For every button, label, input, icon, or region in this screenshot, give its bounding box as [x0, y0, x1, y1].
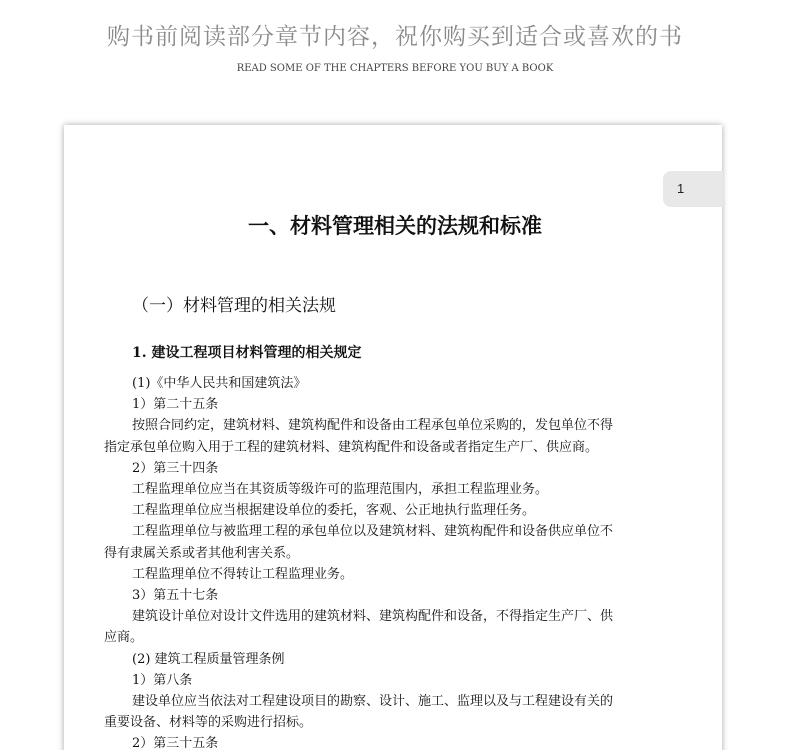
body-line: 1）第八条 [132, 672, 193, 688]
body-line: 1）第二十五条 [132, 397, 219, 413]
body-line: 得有隶属关系或者其他利害关系。 [104, 545, 300, 561]
body-line: 工程监理单位应当在其资质等级许可的监理范围内，承担工程监理业务。 [132, 482, 549, 498]
body-line: 工程监理单位不得转让工程监理业务。 [132, 566, 354, 582]
chapter-title: 一、材料管理相关的法规和标准 [248, 213, 542, 238]
body-line: 2）第三十五条 [132, 736, 219, 750]
page-number: 1 [677, 181, 685, 196]
body-line: 工程监理单位应当根据建设单位的委托，客观、公正地执行监理任务。 [132, 503, 536, 519]
body-line: 按照合同约定，建筑材料、建筑构配件和设备由工程承包单位采购的，发包单位不得 [132, 418, 614, 434]
body-line: 应商。 [104, 630, 144, 646]
page-number-tab[interactable] [663, 171, 723, 207]
body-line: 建筑设计单位对设计文件选用的建筑材料、建筑构配件和设备，不得指定生产厂、供 [132, 609, 614, 625]
body-text [104, 373, 652, 750]
body-line: 重要设备、材料等的采购进行招标。 [104, 715, 313, 731]
body-line: 2）第三十四条 [132, 460, 219, 476]
section-title: （一）材料管理的相关法规 [132, 296, 336, 316]
body-line: 工程监理单位与被监理工程的承包单位以及建筑材料、建筑构配件和设备供应单位不 [132, 524, 614, 540]
body-line: (2) 建筑工程质量管理条例 [132, 651, 285, 667]
body-line: 3）第五十七条 [132, 588, 219, 604]
header-title: 购书前阅读部分章节内容，祝你购买到适合或喜欢的书 [107, 24, 683, 50]
body-line: 指定承包单位购入用于工程的建筑材料、建筑构配件和设备或者指定生产厂、供应商。 [104, 439, 599, 455]
body-line: 建设单位应当依法对工程建设项目的勘察、设计、施工、监理以及与工程建设有关的 [132, 694, 614, 710]
body-line: (1)《中华人民共和国建筑法》 [132, 376, 307, 391]
subsection-title: 1. 建设工程项目材料管理的相关规定 [132, 345, 362, 361]
header-subtitle: READ SOME OF THE CHAPTERS BEFORE YOU BUY A BOOK [236, 63, 554, 74]
